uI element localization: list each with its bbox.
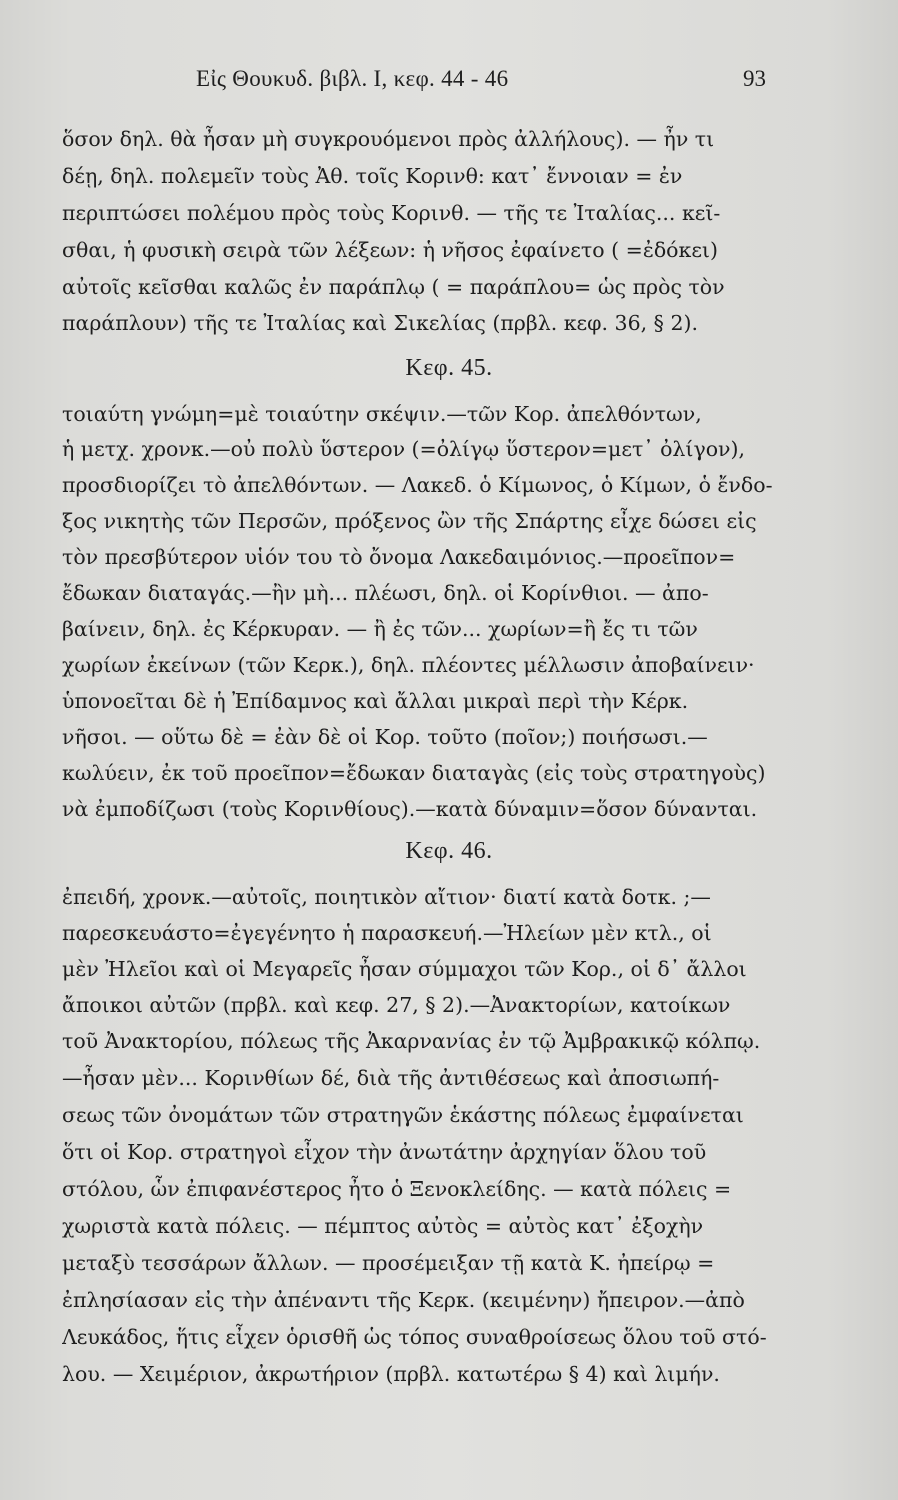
text-line: ξος νικητὴς τῶν Περσῶν, πρόξενος ὢν τῆς Σπάρτης εἶχε δώσει εἰς [62,509,757,533]
text-line: λου. — Χειμέριον, ἀκρωτήριον (πρβλ. κατωτέρω § 4) καὶ λιμήν. [62,1362,720,1386]
chapter-heading-45: Κεφ. 45. [405,355,493,381]
text-line: ἄποικοι αὐτῶν (πρβλ. καὶ κεφ. 27, § 2).—Ἀνακτορίων, κατοίκων [62,993,731,1017]
text-line: χωριστὰ κατὰ πόλεις. — πέμπτος αὐτὸς = αὐτὸς κατ᾽ ἐξοχὴν [62,1214,704,1238]
text-line: περιπτώσει πολέμου πρὸς τοὺς Κορινθ. — τῆς τε Ἰταλίας... κεῖ- [62,201,721,225]
text-line: ὑπονοεῖται δὲ ἡ Ἐπίδαμνος καὶ ἄλλαι μικραὶ περὶ τὴν Κέρκ. [62,689,689,713]
text-line: βαίνειν, δηλ. ἐς Κέρκυραν. — ἢ ἐς τῶν... χωρίων=ἢ ἔς τι τῶν [62,617,698,641]
text-line: νὰ ἐμποδίζωσι (τοὺς Κορινθίους).—κατὰ δύναμιν=ὅσον δύνανται. [62,797,758,821]
text-line: σθαι, ἡ φυσικὴ σειρὰ τῶν λέξεων: ἡ νῆσος ἐφαίνετο ( =ἐδόκει) [62,238,718,262]
text-line: τοῦ Ἀνακτορίου, πόλεως τῆς Ἀκαρνανίας ἐν τῷ Ἀμβρακικῷ κόλπῳ. [62,1029,761,1053]
text-line: κωλύειν, ἐκ τοῦ προεῖπον=ἔδωκαν διαταγὰς (εἰς τοὺς στρατηγοὺς) [62,761,766,785]
running-head: Εἰς Θουκυδ. βιβλ. Ι, κεφ. 44 - 46 [196,66,509,91]
text-line: Λευκάδος, ἥτις εἶχεν ὁρισθῆ ὡς τόπος συναθροίσεως ὅλου τοῦ στό- [62,1325,767,1349]
text-line: ὅτι οἱ Κορ. στρατηγοὶ εἶχον τὴν ἀνωτάτην ἀρχηγίαν ὅλου τοῦ [62,1140,707,1164]
text-line: ἔδωκαν διαταγάς.—ἢν μὴ... πλέωσι, δηλ. οἱ Κορίνθιοι. — ἀπο- [62,581,709,605]
text-line: ἡ μετχ. χρονκ.—οὐ πολὺ ὕστερον (=ὀλίγῳ ὕστερον=μετ᾽ ὀλίγον), [62,437,746,461]
text-line: ἐπλησίασαν εἰς τὴν ἀπέναντι τῆς Κερκ. (κειμένην) ἤπειρον.—ἀπὸ [62,1288,745,1312]
text-line: νῆσοι. — οὕτω δὲ = ἐὰν δὲ οἱ Κορ. τοῦτο (ποῖον;) ποιήσωσι.— [62,725,708,749]
text-line: προσδιορίζει τὸ ἀπελθόντων. — Λακεδ. ὁ Κίμωνος, ὁ Κίμων, ὁ ἔνδο- [62,473,773,497]
text-line: παρεσκευάστο=ἐγεγένητο ἡ παρασκευή.—Ἠλείων μὲν κτλ., οἱ [62,921,712,945]
text-line: στόλου, ὧν ἐπιφανέστερος ἦτο ὁ Ξενοκλείδης. — κατὰ πόλεις = [62,1177,732,1201]
text-line: χωρίων ἐκείνων (τῶν Κερκ.), δηλ. πλέοντες μέλλωσιν ἀποβαίνειν· [62,653,755,677]
text-line: παράπλουν) τῆς τε Ἰταλίας καὶ Σικελίας (πρβλ. κεφ. 36, § 2). [62,311,699,335]
text-line: σεως τῶν ὀνομάτων τῶν στρατηγῶν ἑκάστης πόλεως ἐμφαίνεται [62,1103,744,1127]
text-line: δέῃ, δηλ. πολεμεῖν τοὺς Ἀθ. τοῖς Κορινθ: κατ᾽ ἔννοιαν = ἐν [62,164,683,188]
text-line: —ἦσαν μὲν... Κορινθίων δέ, διὰ τῆς ἀντιθέσεως καὶ ἀποσιωπή- [62,1066,720,1090]
text-line: ὅσον δηλ. θὰ ἦσαν μὴ συγκρουόμενοι πρὸς ἀλλήλους). — ἦν τι [62,127,715,151]
text-line: ἐπειδή, χρονκ.—αὐτοῖς, ποιητικὸν αἴτιον· διατί κατὰ δοτκ. ;— [62,885,711,909]
text-line: μεταξὺ τεσσάρων ἄλλων. — προσέμειξαν τῇ κατὰ Κ. ἠπείρῳ = [62,1251,715,1275]
text-line: τὸν πρεσβύτερον υἱόν του τὸ ὄνομα Λακεδαιμόνιος.—προεῖπον= [62,545,736,569]
text-line: τοιαύτη γνώμη=μὲ τοιαύτην σκέψιν.—τῶν Κορ. ἀπελθόντων, [62,402,702,426]
chapter-heading-46: Κεφ. 46. [405,838,493,864]
text-line: μὲν Ἠλεῖοι καὶ οἱ Μεγαρεῖς ἦσαν σύμμαχοι τῶν Κορ., οἱ δ᾽ ἄλλοι [62,957,747,981]
text-line: αὐτοῖς κεῖσθαι καλῶς ἐν παράπλῳ ( = παράπλου= ὡς πρὸς τὸν [62,275,725,299]
page-number: 93 [743,66,766,91]
